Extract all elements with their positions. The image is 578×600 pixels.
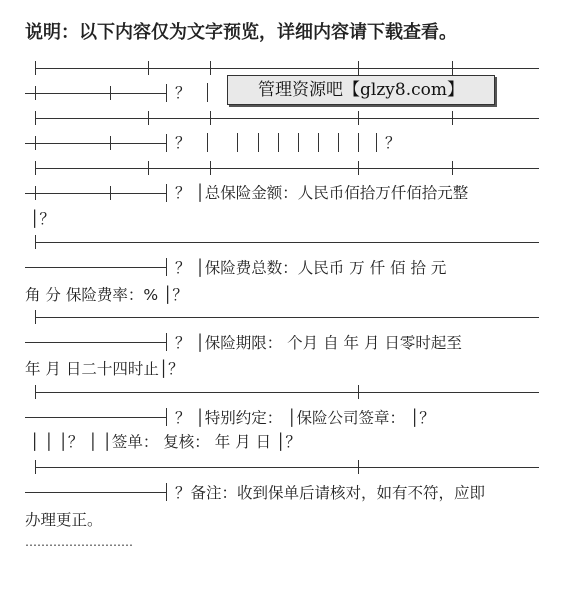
form-rule — [25, 417, 167, 418]
form-text: 办理更正。 — [25, 511, 103, 529]
form-text: ？备注：收到保单后请核对，如有不符，应即 — [175, 484, 486, 502]
form-rule — [166, 134, 167, 152]
form-rule — [338, 133, 339, 152]
form-rule — [358, 111, 359, 125]
form-text: ？ — [385, 134, 401, 152]
form-rule — [358, 460, 359, 474]
form-rule — [358, 385, 359, 399]
form-rule — [35, 68, 539, 69]
form-text: │？ — [30, 210, 55, 228]
form-rule — [25, 342, 167, 343]
form-rule — [166, 483, 167, 501]
form-rule — [210, 161, 211, 175]
form-rule — [110, 86, 111, 100]
form-text: ？ — [175, 134, 191, 152]
form-rule — [148, 61, 149, 75]
form-rule — [318, 133, 319, 152]
form-rule — [35, 168, 539, 169]
form-rule — [35, 61, 36, 75]
form-text: ？ │保险费总数：人民币 万 仟 佰 拾 元 — [175, 259, 447, 277]
form-rule — [35, 161, 36, 175]
form-rule — [110, 186, 111, 200]
form-text: 年 月 日二十四时止│？ — [25, 360, 184, 378]
form-rule — [207, 133, 208, 152]
form-rule — [110, 136, 111, 150]
form-rule — [258, 133, 259, 152]
form-rule — [35, 317, 539, 318]
form-rule — [35, 467, 539, 468]
form-rule — [35, 460, 36, 474]
preview-notice: 说明：以下内容仅为文字预览，详细内容请下载查看。 — [25, 22, 457, 43]
form-rule — [298, 133, 299, 152]
form-rule — [452, 111, 453, 125]
form-rule — [452, 161, 453, 175]
form-text: │ │ │？ │ │签单： 复核： 年 月 日 │？ — [30, 433, 301, 451]
form-rule — [278, 133, 279, 152]
form-rule — [35, 111, 36, 125]
form-rule — [25, 143, 167, 144]
form-rule — [25, 492, 167, 493]
form-rule — [35, 242, 539, 243]
form-rule — [358, 161, 359, 175]
form-rule — [237, 133, 238, 152]
form-rule — [376, 133, 377, 152]
form-text: ？ │特别约定： │保险公司签章： │？ — [175, 409, 435, 427]
form-text: ？ │保险期限： 个月 自 年 月 日零时起至 — [175, 334, 462, 352]
form-rule — [35, 385, 36, 399]
form-text: ？ │总保险金额：人民币佰拾万仟佰拾元整 — [175, 184, 469, 202]
form-rule — [35, 310, 36, 324]
form-rule — [166, 84, 167, 102]
form-text: 角 分 保险费率：% │？ — [25, 286, 188, 304]
form-rule — [210, 61, 211, 75]
form-rule — [166, 184, 167, 202]
form-rule — [35, 118, 539, 119]
form-rule — [210, 111, 211, 125]
form-rule — [452, 61, 453, 75]
form-text: ？ — [175, 84, 191, 102]
form-rule — [35, 392, 539, 393]
form-rule — [148, 111, 149, 125]
form-rule — [35, 136, 36, 150]
form-rule — [25, 267, 167, 268]
form-rule — [358, 133, 359, 152]
form-rule — [166, 258, 167, 276]
form-rule — [25, 193, 167, 194]
form-rule — [35, 86, 36, 100]
form-rule — [35, 186, 36, 200]
form-rule — [166, 333, 167, 351]
site-watermark: 管理资源吧【glzy8.com】 — [227, 75, 495, 105]
form-rule — [35, 235, 36, 249]
form-rule — [166, 408, 167, 426]
form-rule — [148, 161, 149, 175]
form-rule — [207, 83, 208, 102]
form-rule — [358, 61, 359, 75]
form-rule — [25, 93, 167, 94]
continuation-dots: ……………………… — [25, 535, 133, 549]
